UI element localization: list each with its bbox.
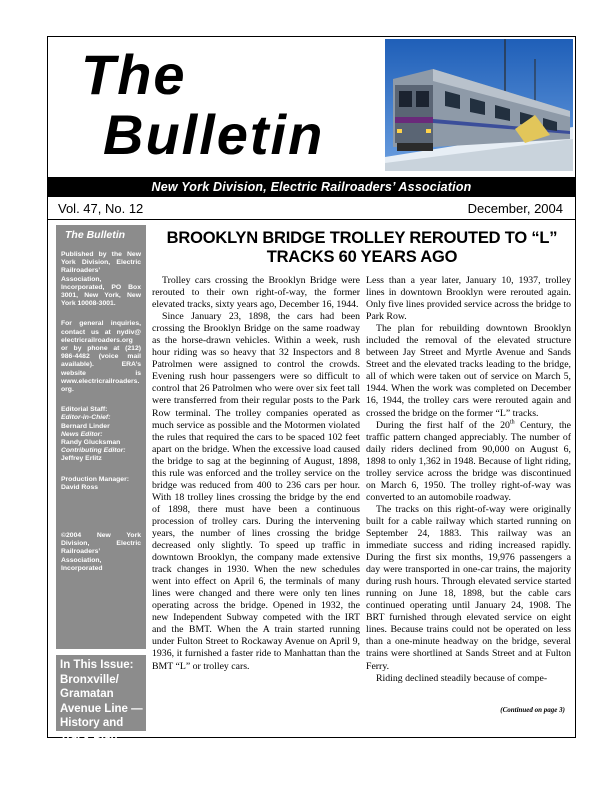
train-photo [385,39,573,171]
sidebar [56,225,146,649]
article-paragraph: Less than a year later, January 10, 1937, trolley lines in downtown Brooklyn were rerouted again. Only five lines provided service across the bridge to Park Row. [366,275,571,323]
division-banner: New York Division, Electric Railroaders’ Association [48,177,575,197]
news-editor-role: News Editor: [61,430,103,438]
production-role: Production Manager: [61,475,129,483]
article-paragraph: The tracks on this right-of-way were originally built for a cable railway which started running on September 24, 1883. This railway was an immediate success and riding increased rapidly. During the first six months, 19,976 passengers a day were transported in one-car trains, the majority during rush hours. Through elevated service started running on June 18, 1898, but the cable cars continued operating until January 24, 1908. The BRT furnished through elevated service on eight lines. Because trains could not be operated on less than a one-minute headway on the bridge, several trains were shortlined at Sands Street and at Fulton Ferry. [366,503,571,672]
paragraph-text: During the first half of the 20 [376,419,510,431]
article-paragraph: Since January 23, 1898, the cars had been crossing the Brooklyn Bridge on the same roadway as the horse-drawn vehicles. Within a week, rush hour riding was so heavy that 32 Inspectors and 8 Patrolmen were assigned to control the crowds. Evening rush hour passengers were so difficult to control that 26 Patrolmen who were over six feet tall were transferred from their regular posts to the Park Row terminal. The trolley companies operated as much service as possible and the Motormen violated the rules that required the cars to be spaced 102 feet apart on the bridge. When the excessive load caused the bridge to sag at the beginning of August, 1898, this rule was enforced and the trolley service on the bridge was reduced from 400 to 236 cars per hour. With 18 trolley lines crossing the bridge by the end of 1898, there must have been a continuous procession of trolley cars. During the intervening years, the number of lines crossing the bridge decreased only slightly. To speed up traffic in downtown Brooklyn, the company made extensive track changes in 1930. When the new schedules went into effect on April 6, the terminals of many lines were changed and there were only ten lines operating across the bridge. Opened in 1932, the new Independent Subway competed with the IRT and the BMT. When the A train started running under Fulton Street to Rockaway Avenue on April 9, 1936, it furnished a faster ride to Manhattan than the BMT “L” or trolley cars. [152,311,360,672]
staff-title: Editorial Staff: [61,406,108,414]
production-name: David Ross [61,483,99,491]
contact-info: For general inquiries, contact us at nydiv@ electricrailroaders.org or by phone at (212) 986-4482 (voice mail available). ERA’s website is www.electricrailroaders. org. [61,320,141,394]
editorial-staff [61,406,141,463]
in-this-issue-text[interactable]: In This Issue: Bronxville/ Gramatan Avenue Line — History and Track Plan ...Page 2 [60,659,143,758]
article-headline: BROOKLYN BRIDGE TROLLEY REROUTED TO “L” TRACKS 60 YEARS AGO [166,229,558,266]
article-paragraph [366,420,571,504]
issue-bar [48,197,575,220]
continued-link[interactable]: (Continued on page 3) [500,706,565,714]
publisher-info: Published by the New York Division, Electric Railroaders’ Association, Incorporated, PO Box 3001, New York, New York 10008-3001. [61,251,141,308]
contributing-editor-name: Jeffrey Erlitz [61,455,102,463]
article-paragraph: Riding declined steadily because of compe- [376,672,548,684]
masthead-title-bulletin: Bulletin [103,103,325,166]
production-staff [61,476,141,492]
contributing-editor-role: Contributing Editor: [61,447,126,455]
copyright-notice: ©2004 New York Division, Electric Railroaders’ Association, Incorporated [61,532,141,572]
in-this-issue-box[interactable] [56,655,146,758]
sidebar-heading: The Bulletin [65,229,126,241]
paragraph-text: Century, the traffic pattern changed appreciably. The number of daily riders declined from 90,000 on August 6, 1898 to only 1,362 in 1948. Because of light riding, trolley service across the bridge was discontinued on March 6, 1950. The trolley right-of-way was converted to an automobile roadway. [366,419,572,503]
issue-date: December, 2004 [467,201,563,216]
article-column-1 [152,275,360,673]
article-paragraph: The plan for rebuilding downtown Brooklyn included the removal of the elevated structure between Jay Street and Myrtle Avenue and Sands Street and the elevated tracks leading to the bridge, all of which were taken out of service on March 5, 1944. When the work was completed on December 16, 1944, the trolley cars were rerouted again and crossed the bridge on the former “L” tracks. [366,323,571,419]
editor-role: Editor-in-Chief: [61,414,111,422]
ordinal-superscript: th [509,419,515,426]
article-column-2 [366,275,571,685]
volume-number: Vol. 47, No. 12 [58,201,144,216]
news-editor-name: Randy Glucksman [61,439,121,447]
masthead [48,37,575,177]
newsletter-page [47,36,576,758]
train-illustration [385,39,573,171]
editor-name: Bernard Linder [61,422,110,430]
article-paragraph: Trolley cars crossing the Brooklyn Bridge were rerouted to their own right-of-way, the former elevated tracks, sixty years ago, December 16, 1944. [152,275,360,311]
masthead-title-the: The [81,43,187,106]
